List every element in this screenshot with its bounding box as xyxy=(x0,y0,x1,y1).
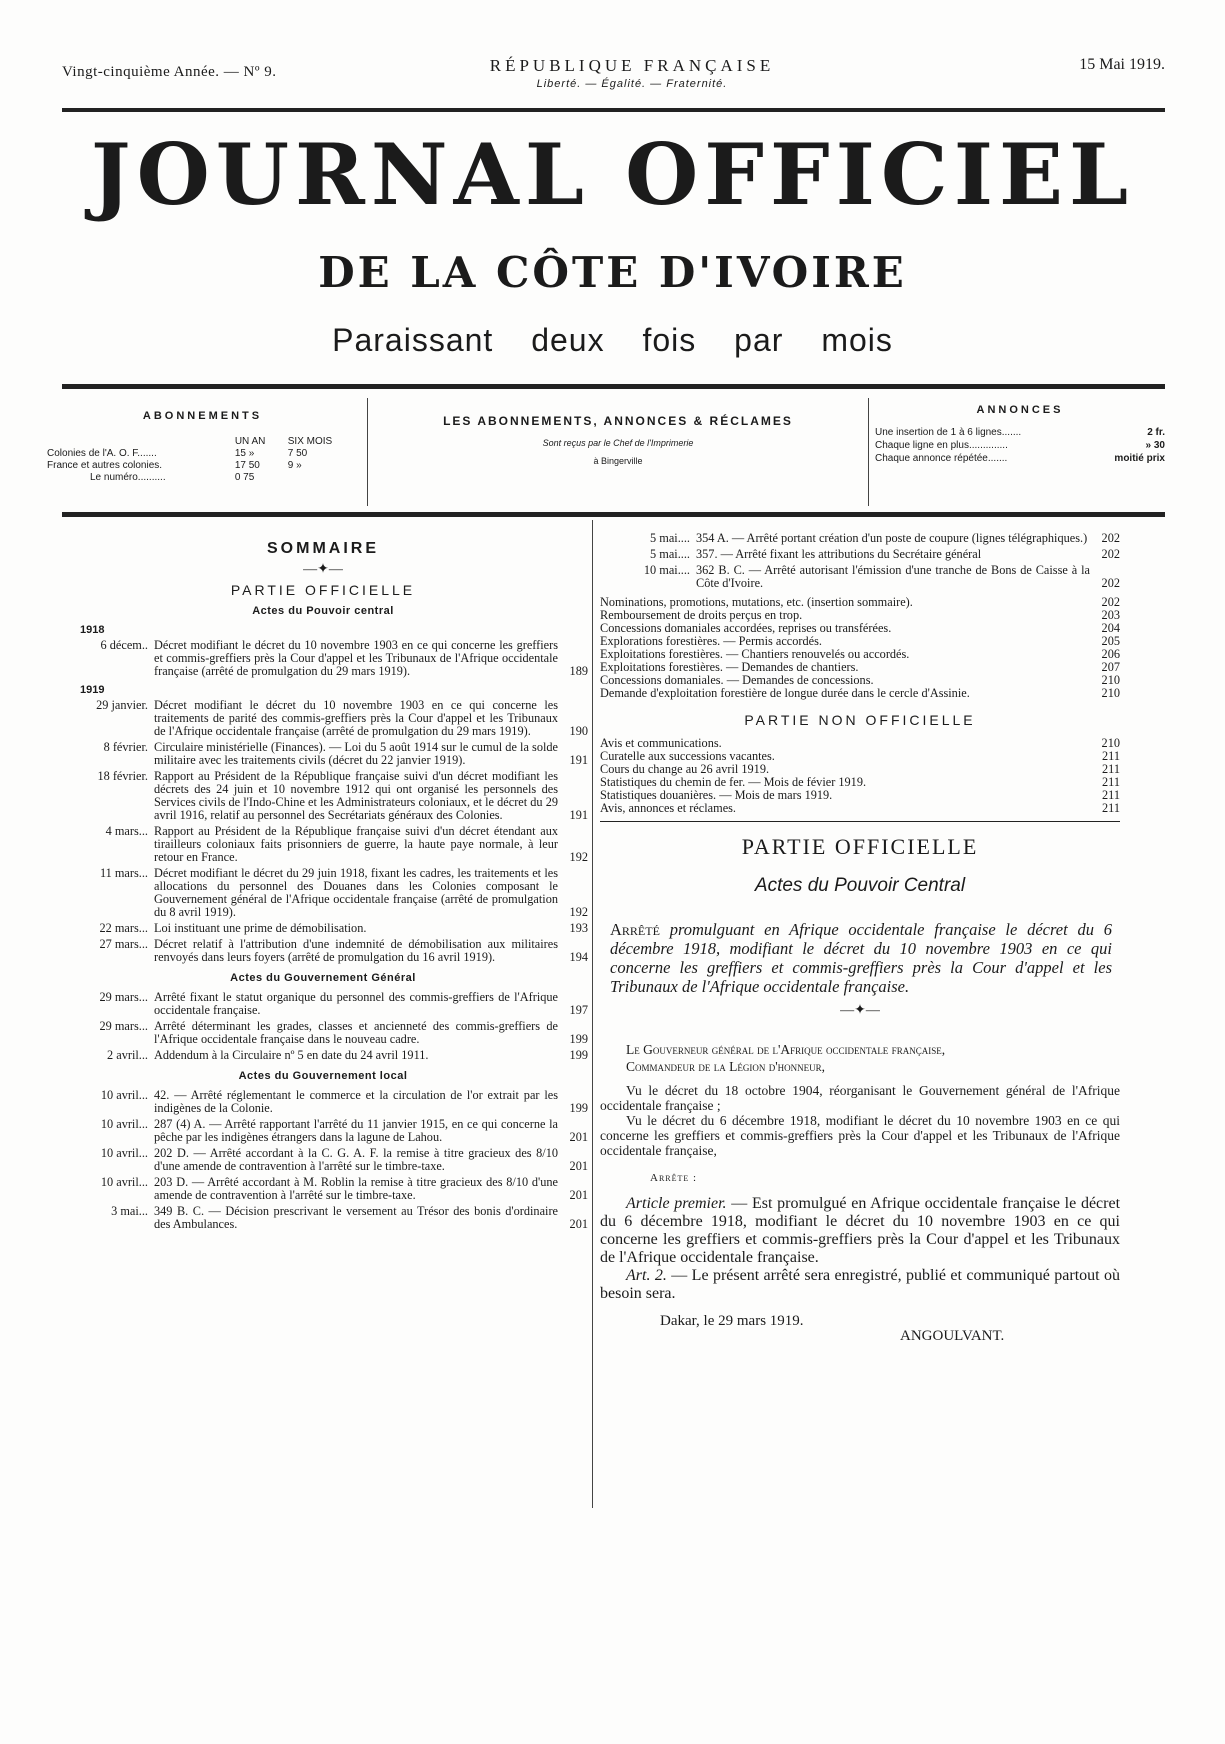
entry-text: Remboursement de droits perçus en trop. xyxy=(600,608,803,622)
entries-mai xyxy=(600,532,1120,590)
entry-text: Décret relatif à l'attribution d'une indemnité de démobilisation aux militaires renvoyés dans leurs foyers (arrêté de promulgation du 16 avril 1919). xyxy=(154,937,558,964)
sommaire-entry xyxy=(58,938,588,964)
announcements-list xyxy=(875,426,1165,465)
year-label: 1918 xyxy=(80,624,105,636)
entry-page: 191 xyxy=(569,808,588,822)
entry-date: 18 février. xyxy=(97,769,148,783)
list-item: Chaque ligne en plus.............. » 30 xyxy=(875,440,1165,451)
entry-date: 6 décem.. xyxy=(100,638,148,652)
info-boxes xyxy=(45,398,1167,506)
vu-paragraph-1: Vu le décret du 18 octobre 1904, réorganisant le Gouvernement général de l'Afrique occidentale française ; xyxy=(600,1083,1120,1113)
ornament: —✦— xyxy=(303,562,343,577)
sommaire-end-rule xyxy=(600,821,1120,822)
section-gouvernement-general: Actes du Gouvernement Général xyxy=(230,972,416,984)
year-label: 1919 xyxy=(80,684,105,696)
entry-text: Demande d'exploitation forestière de longue durée dans le cercle d'Assinie. xyxy=(600,686,970,700)
entry-text: Exploitations forestières. — Chantiers renouvelés ou accordés. xyxy=(600,647,910,661)
entry-text: 202 D. — Arrêté accordant à la C. G. A. F. la remise à titre gracieux des 8/10 d'une amende de contravention à l'arrêté sur le timbre-taxe. xyxy=(154,1146,558,1173)
boxes-top-rule xyxy=(62,384,1165,389)
partie-non-officielle-label: PARTIE NON OFFICIELLE xyxy=(744,712,976,728)
entry-text: Statistiques du chemin de fer. — Mois de févier 1919. xyxy=(600,775,867,789)
entry-text: Curatelle aux successions vacantes. xyxy=(600,749,775,763)
journal-title: JOURNAL OFFICIEL xyxy=(90,125,1135,224)
masthead-top xyxy=(62,56,1165,90)
list-item: Chaque annonce répétée....... moitié prix xyxy=(875,453,1165,464)
issue-date: 15 Mai 1919. xyxy=(1079,56,1165,73)
entry-date: 10 avril... xyxy=(100,1088,148,1102)
entry-page: 194 xyxy=(569,950,588,964)
entry-text: Concessions domaniales accordées, reprises ou transférées. xyxy=(600,621,892,635)
entry-page: 199 xyxy=(569,1048,588,1062)
entry-page: 192 xyxy=(569,850,588,864)
entry-page: 201 xyxy=(569,1159,588,1173)
entry-page: 193 xyxy=(569,921,588,935)
entry-text: Décret modifiant le décret du 10 novembre 1903 en ce qui concerne les greffiers et commis-greffiers près la Cour d'appel et les Tribunaux de l'Afrique occidentale française (arrêté de promulgation du 29 mars 1919). xyxy=(154,638,558,678)
list-item xyxy=(600,802,1120,815)
entry-text: Avis et communications. xyxy=(600,736,722,750)
partie-officielle-label: PARTIE OFFICIELLE xyxy=(230,582,416,598)
entry-text: Nominations, promotions, mutations, etc. (insertion sommaire). xyxy=(600,595,913,609)
edition-number: Vingt-cinquième Année. — Nº 9. xyxy=(62,64,277,80)
vu-paragraph-2: Vu le décret du 6 décembre 1918, modifiant le décret du 10 novembre 1903 en ce qui concerne les greffiers et commis-greffiers près la Cour d'appel et les Tribunaux de l'Afrique occidentale française, xyxy=(600,1113,1120,1158)
entry-page: 201 xyxy=(569,1130,588,1144)
entry-text: Addendum à la Circulaire nº 5 en date du 24 avril 1911. xyxy=(154,1048,429,1062)
official-heading: PARTIE OFFICIELLE xyxy=(741,834,979,859)
entry-date: 27 mars... xyxy=(99,937,148,951)
entry-page: 201 xyxy=(569,1188,588,1202)
arrete-caps: Arrêté xyxy=(610,920,660,939)
entry-page: 201 xyxy=(569,1217,588,1231)
sommaire-entry xyxy=(58,1147,588,1173)
boxes-bottom-rule xyxy=(62,512,1165,517)
entry-date: 5 mai.... xyxy=(650,547,690,561)
entry-date: 8 février. xyxy=(103,740,148,754)
sommaire-entry xyxy=(58,741,588,767)
sommaire-entry xyxy=(58,1176,588,1202)
entry-page: 192 xyxy=(569,905,588,919)
sommaire-entry xyxy=(58,639,588,678)
entry-text: Concessions domaniales. — Demandes de concessions. xyxy=(600,673,874,687)
entry-text: 287 (4) A. — Arrêté rapportant l'arrêté du 11 janvier 1915, en ce qui concerne la pêche par les indigènes étrangers dans la lagune de Lahou. xyxy=(154,1117,558,1144)
subscriptions-table xyxy=(45,436,360,484)
section-pouvoir-central: Actes du Pouvoir central xyxy=(252,605,394,617)
acts-heading: Actes du Pouvoir Central xyxy=(754,875,966,896)
sommaire-entry xyxy=(600,548,1120,561)
entry-page: 205 xyxy=(1101,634,1120,648)
sommaire-entry xyxy=(58,1049,588,1062)
subscriptions-box xyxy=(45,398,360,506)
republic-block xyxy=(412,56,852,90)
motto: Liberté. — Égalité. — Fraternité. xyxy=(536,78,728,90)
table-row: France et autres colonies. 17 50 9 » xyxy=(47,460,302,471)
entry-page: 211 xyxy=(1102,762,1120,776)
subscriptions-title: ABONNEMENTS xyxy=(142,410,263,422)
republic-label: RÉPUBLIQUE FRANÇAISE xyxy=(489,56,775,75)
sommaire-entry xyxy=(600,564,1120,590)
non-official-entries xyxy=(600,737,1120,815)
signature: ANGOULVANT. xyxy=(900,1328,1005,1344)
contact-title: LES ABONNEMENTS, ANNONCES & RÉCLAMES xyxy=(443,414,793,428)
entry-page: 210 xyxy=(1101,686,1120,700)
entry-text: 42. — Arrêté réglementant le commerce et la circulation de l'or extrait par les indigènes de la Colonie. xyxy=(154,1088,558,1115)
ornament: —✦— xyxy=(840,1003,880,1018)
table-row: Le numéro.......... 0 75 xyxy=(90,472,255,483)
entry-date: 4 mars... xyxy=(105,824,148,838)
misc-entries xyxy=(600,596,1120,700)
entries-1919 xyxy=(58,699,588,964)
sommaire-entry xyxy=(58,1020,588,1046)
entry-text: Arrêté fixant le statut organique du personnel des commis-greffiers de l'Afrique occidentale française. xyxy=(154,990,558,1017)
entry-page: 210 xyxy=(1101,673,1120,687)
list-item: Une insertion de 1 à 6 lignes....... 2 fr. xyxy=(875,427,1165,438)
arrete-label: Arrête : xyxy=(650,1172,698,1184)
col-year: UN AN xyxy=(234,436,266,447)
entry-page: 211 xyxy=(1102,775,1120,789)
entry-page: 191 xyxy=(569,753,588,767)
entry-page: 199 xyxy=(569,1101,588,1115)
entries-gouvernement-local xyxy=(58,1089,588,1231)
article-2: Art. 2. — Le présent arrêté sera enregistré, publié et communiqué partout où besoin sera. xyxy=(600,1267,1121,1302)
entry-text: 357. — Arrêté fixant les attributions du Secrétaire général xyxy=(696,547,982,561)
arrete-text: promulguant en Afrique occidentale française le décret du 6 décembre 1918, modifiant le décret du 10 novembre 1903 en ce qui concerne les greffiers et commis-greffiers près la Cour d'appel et les Tribunaux de l'Afrique occidentale française. xyxy=(610,920,1113,996)
entry-date: 11 mars... xyxy=(99,866,148,880)
arrete-title xyxy=(610,920,1112,996)
entry-date: 3 mai... xyxy=(111,1204,148,1218)
top-rule xyxy=(62,108,1165,112)
right-column xyxy=(600,532,1120,1343)
contact-sub: Sont reçus par le Chef de l'Imprimerie xyxy=(542,438,694,448)
entry-page: 189 xyxy=(569,664,588,678)
entry-page: 206 xyxy=(1101,647,1120,661)
column-divider xyxy=(592,520,593,1508)
announcements-box xyxy=(875,398,1165,506)
announcements-title: ANNONCES xyxy=(976,404,1064,416)
entry-text: Décret modifiant le décret du 10 novembre 1903 en ce qui concerne les traitements de parité des commis-greffiers près la Cour d'appel et les Tribunaux de l'Afrique occidentale française (arrêté de promulgation du 29 mars 1919). xyxy=(154,698,558,738)
section-gouvernement-local: Actes du Gouvernement local xyxy=(238,1070,408,1082)
entry-page: 204 xyxy=(1101,621,1120,635)
entry-date: 29 janvier. xyxy=(96,698,148,712)
entry-date: 10 avril... xyxy=(100,1117,148,1131)
entry-text: Avis, annonces et réclames. xyxy=(600,801,737,815)
list-item xyxy=(600,687,1120,700)
entry-date: 10 mai.... xyxy=(643,563,690,577)
entry-text: Circulaire ministérielle (Finances). — Loi du 5 août 1914 sur le cumul de la solde militaire avec les traitements civils (décret du 22 janvier 1919). xyxy=(154,740,558,767)
entry-page: 207 xyxy=(1101,660,1120,674)
entry-text: Rapport au Président de la République française suivi d'un décret modifiant les décrets des 24 juin et 10 novembre 1912 qui ont organisé les personnels des Services civils de l'Indo-Chine et les Administrateurs coloniaux, et le décret du 29 avril 1916, relatif au personnel des Secrétariats généraux des Colonies. xyxy=(154,769,558,822)
entry-date: 29 mars... xyxy=(99,1019,148,1033)
entry-page: 211 xyxy=(1102,749,1120,763)
entries-1918 xyxy=(58,639,588,678)
entry-text: Explorations forestières. — Permis accordés. xyxy=(600,634,822,648)
sommaire-entry xyxy=(600,532,1120,545)
entry-text: Exploitations forestières. — Demandes de chantiers. xyxy=(600,660,859,674)
entry-text: Loi instituant une prime de démobilisation. xyxy=(154,921,367,935)
sommaire-title: SOMMAIRE xyxy=(267,540,379,557)
entry-date: 2 avril... xyxy=(107,1048,148,1062)
sommaire-entry xyxy=(58,991,588,1017)
entry-text: 349 B. C. — Décision prescrivant le versement au Trésor des bonis d'ordinaire des Ambulances. xyxy=(154,1204,558,1231)
entry-page: 197 xyxy=(569,1003,588,1017)
contact-place: à Bingerville xyxy=(593,456,643,466)
entry-text: Décret modifiant le décret du 29 juin 1918, fixant les cadres, les traitements et les allocations du personnel des Douanes dans les Colonies composant le Gouvernement général de l'Afrique occidentale française (arrêté de promulgation du 8 avril 1919). xyxy=(154,866,558,919)
entry-page: 199 xyxy=(569,1032,588,1046)
sommaire-entry xyxy=(58,699,588,738)
entry-date: 29 mars... xyxy=(99,990,148,1004)
entry-text: Arrêté déterminant les grades, classes et ancienneté des commis-greffiers de l'Afrique occidentale française dans le nouveau cadre. xyxy=(154,1019,558,1046)
entry-page: 211 xyxy=(1102,801,1120,815)
entry-text: Statistiques douanières. — Mois de mars 1919. xyxy=(600,788,833,802)
entry-page: 211 xyxy=(1102,788,1120,802)
entry-text: Rapport au Président de la République française suivi d'un décret étendant aux tirailleurs coloniaux faits prisonniers de guerre, la haute paye normale, à leur retour en France. xyxy=(154,824,558,864)
entry-page: 202 xyxy=(1101,531,1120,545)
contact-box xyxy=(367,398,869,506)
sommaire-entry xyxy=(58,1205,588,1231)
entry-page: 210 xyxy=(1101,736,1120,750)
publication-frequency: Paraissant deux fois par mois xyxy=(332,322,893,358)
entry-page: 203 xyxy=(1101,608,1120,622)
col-six-months: SIX MOIS xyxy=(287,436,333,447)
governor-title: Le Gouverneur général de l'Afrique occidentale française, Commandeur de la Légion d'honneur, xyxy=(626,1042,946,1074)
entry-page: 202 xyxy=(1101,576,1120,590)
entry-text: Cours du change au 26 avril 1919. xyxy=(600,762,770,776)
entry-page: 202 xyxy=(1101,595,1120,609)
journal-subtitle: DE LA CÔTE D'IVOIRE xyxy=(318,248,907,297)
entry-date: 10 avril... xyxy=(100,1175,148,1189)
sommaire-entry xyxy=(58,1089,588,1115)
article-1: Article premier. — Est promulgué en Afrique occidentale française le décret du 6 décembre 1918, modifiant le décret du 10 novembre 1903 en ce qui concerne les greffiers et commis-greffiers près la Cour d'appel et les Tribunaux de l'Afrique occidentale française. xyxy=(600,1195,1121,1266)
entry-text: 203 D. — Arrêté accordant à M. Roblin la remise à titre gracieux des 8/10 d'une amende de contravention à l'arrêté sur le timbre-taxe. xyxy=(154,1175,558,1202)
sommaire-entry xyxy=(58,867,588,919)
sommaire-left-column xyxy=(58,542,588,1234)
sommaire-entry xyxy=(58,770,588,822)
sommaire-entry xyxy=(58,1118,588,1144)
entry-date: 10 avril... xyxy=(100,1146,148,1160)
sommaire-entry xyxy=(58,825,588,864)
entry-page: 202 xyxy=(1101,547,1120,561)
entries-gouvernement-general xyxy=(58,991,588,1062)
table-row: Colonies de l'A. O. F....... 15 » 7 50 xyxy=(47,448,308,459)
entry-page: 190 xyxy=(569,724,588,738)
sommaire-entry xyxy=(58,922,588,935)
entry-date: 5 mai.... xyxy=(650,531,690,545)
place-date: Dakar, le 29 mars 1919. xyxy=(660,1313,804,1329)
entry-date: 22 mars... xyxy=(99,921,148,935)
entry-text: 362 B. C. — Arrêté autorisant l'émission d'une tranche de Bons de Caisse à la Côte d'Ivoire. xyxy=(696,563,1090,590)
entry-text: 354 A. — Arrêté portant création d'un poste de coupure (lignes télégraphiques.) xyxy=(696,531,1088,545)
